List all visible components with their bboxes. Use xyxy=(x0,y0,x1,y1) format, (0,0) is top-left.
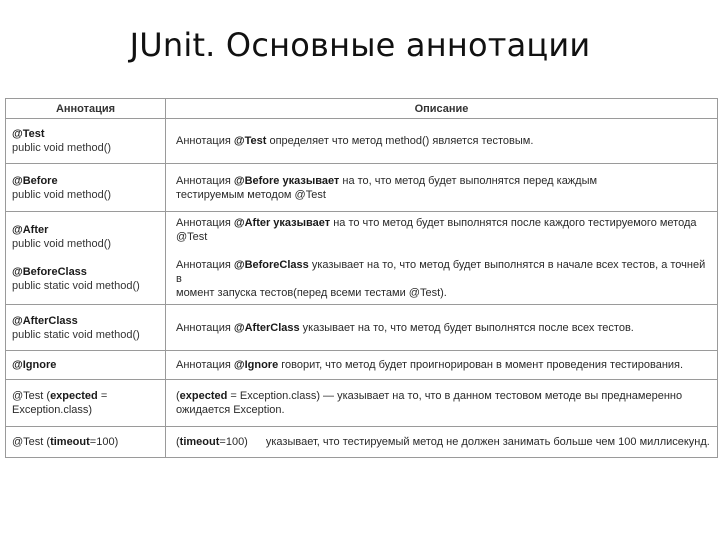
desc-line2: ожидается Exception. xyxy=(176,404,285,416)
annotations-table xyxy=(5,98,718,458)
annotation-cell-expected xyxy=(6,380,166,427)
desc-prefix: ( xyxy=(176,390,180,402)
annotation-block-after xyxy=(12,223,159,251)
ann-bold: expected xyxy=(50,390,98,402)
method-signature: public void method() xyxy=(12,238,112,250)
description-cell-timeout xyxy=(166,427,718,458)
desc-rest: на то что метод будет выполнятся после каждого тестируемого метода xyxy=(330,217,697,229)
desc-prefix: Аннотация xyxy=(176,174,234,187)
desc-prefix: ( xyxy=(176,436,180,448)
table-row-after-beforeclass xyxy=(6,212,718,305)
desc-prefix: Аннотация xyxy=(176,217,234,229)
desc-bold: @Ignore xyxy=(233,359,279,371)
annotation-name: @Test xyxy=(12,128,45,140)
annotation-cell-ignore xyxy=(6,351,166,380)
desc-bold: @Before указывает xyxy=(233,174,340,187)
method-signature: public void method() xyxy=(12,142,112,154)
desc-prefix: Аннотация xyxy=(176,135,234,147)
desc-rest: определяет что метод method() является тестовым. xyxy=(266,135,534,147)
desc-prefix: Аннотация xyxy=(176,259,234,271)
table-row-before xyxy=(6,164,718,212)
annotation-cell-before xyxy=(6,164,166,212)
description-cell-expected xyxy=(166,380,718,427)
desc-rest: =100) xyxy=(219,436,248,448)
slide-title: JUnit. Основные аннотации xyxy=(129,26,591,64)
description-cell-afterclass xyxy=(166,305,718,351)
desc-bold: @After указывает xyxy=(233,217,331,229)
annotation-name: @BeforeClass xyxy=(12,266,87,278)
annotation-cell-test xyxy=(6,119,166,164)
desc-line2: тестируемым методом @Test xyxy=(176,188,326,201)
desc-rest: = Exception.class) — указывает на то, что в данном тестовом методе вы преднамеренно xyxy=(227,390,683,402)
header-annotation: Аннотация xyxy=(6,99,166,119)
desc-rest: говорит, что метод будет проигнорирован в момент проведения тестирования. xyxy=(278,359,684,371)
desc-rest: указывает на то, что метод будет выполнятся в начале всех тестов, а точней в xyxy=(176,259,706,285)
annotation-cell-afterclass xyxy=(6,305,166,351)
ann-rest: = xyxy=(97,390,108,402)
desc-prefix: Аннотация xyxy=(176,321,234,334)
annotation-cell-timeout xyxy=(6,427,166,458)
annotations-table-container xyxy=(5,98,717,458)
method-signature: public static void method() xyxy=(12,280,140,292)
annotation-name: @After xyxy=(12,224,49,236)
ann-bold: timeout xyxy=(50,436,90,448)
header-description: Описание xyxy=(166,99,718,119)
description-cell-after-beforeclass xyxy=(166,212,718,305)
annotation-block-beforeclass xyxy=(12,265,159,293)
description-block-beforeclass xyxy=(176,258,711,300)
table-row-expected xyxy=(6,380,718,427)
annotation-name: @AfterClass xyxy=(12,314,78,327)
ann-prefix: @Test ( xyxy=(12,436,51,448)
description-block-after xyxy=(176,216,711,244)
annotation-name: @Ignore xyxy=(12,359,57,371)
annotation-cell-after-beforeclass xyxy=(6,212,166,305)
desc-bold: @AfterClass xyxy=(233,321,300,334)
desc-bold: timeout xyxy=(179,436,220,448)
method-signature: public void method() xyxy=(12,188,112,201)
desc-bold: expected xyxy=(179,390,228,402)
desc-rest: на то, что метод будет выполнятся перед каждым xyxy=(339,174,598,187)
desc-after: указывает, что тестируемый метод не должен занимать больше чем 100 миллисекунд. xyxy=(265,436,710,448)
desc-line2: момент запуска тестов(перед всеми тестами @Test). xyxy=(176,287,447,299)
desc-bold: @BeforeClass xyxy=(233,259,309,271)
description-cell-before xyxy=(166,164,718,212)
ann-rest: =100) xyxy=(89,436,119,448)
description-cell-test xyxy=(166,119,718,164)
desc-bold: @Test xyxy=(233,135,267,147)
ann-line2: Exception.class) xyxy=(12,404,93,416)
table-row-afterclass xyxy=(6,305,718,351)
table-row-ignore xyxy=(6,351,718,380)
table-row-timeout xyxy=(6,427,718,458)
table-row-test xyxy=(6,119,718,164)
desc-prefix: Аннотация xyxy=(176,359,234,371)
table-header-row xyxy=(6,99,718,119)
desc-rest: указывает на то, что метод будет выполнятся после всех тестов. xyxy=(299,321,634,334)
method-signature: public static void method() xyxy=(12,328,140,341)
ann-prefix: @Test ( xyxy=(12,390,51,402)
description-cell-ignore xyxy=(166,351,718,380)
desc-line2: @Test xyxy=(176,231,208,243)
annotation-name: @Before xyxy=(12,174,58,187)
